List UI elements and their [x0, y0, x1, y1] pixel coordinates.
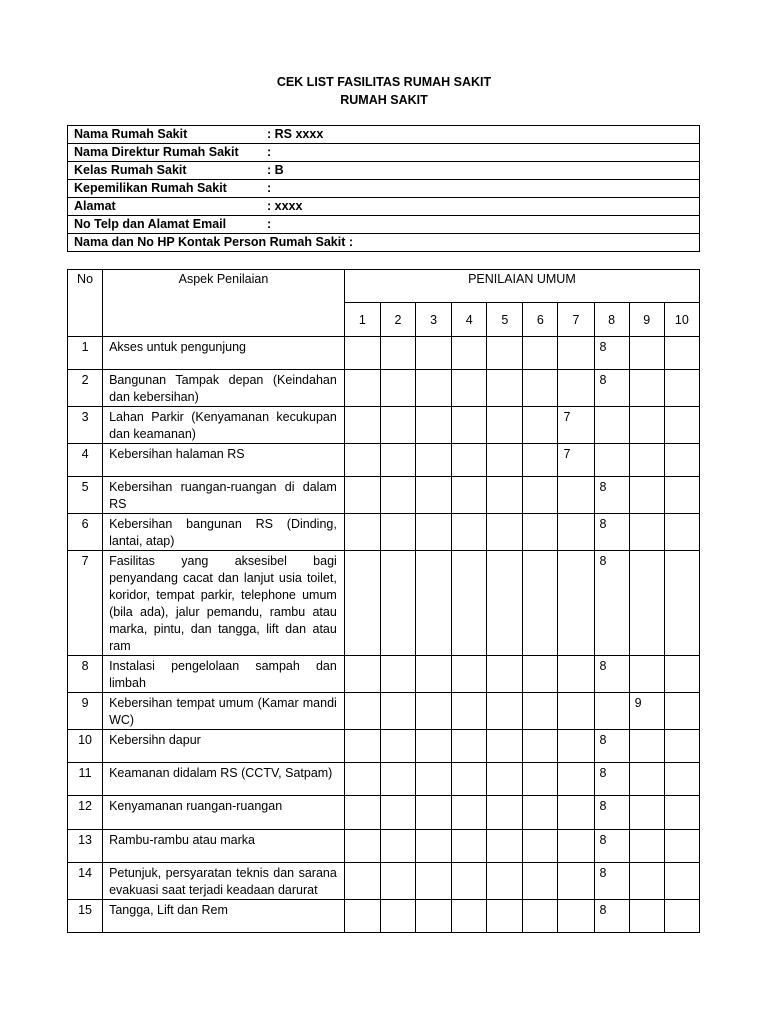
score-cell	[629, 514, 664, 551]
score-cell	[452, 796, 487, 830]
score-cell	[416, 551, 452, 656]
info-row	[68, 216, 700, 234]
score-cell	[664, 514, 699, 551]
score-column-header: 10	[664, 303, 699, 337]
score-cell	[664, 863, 699, 900]
aspect-text: Tangga, Lift dan Rem	[103, 900, 345, 933]
score-cell	[344, 514, 380, 551]
score-cell	[487, 444, 523, 477]
score-cell	[416, 514, 452, 551]
score-cell	[629, 730, 664, 763]
column-header-penilaian: PENILAIAN UMUM	[344, 270, 699, 303]
column-header-aspek: Aspek Penilaian	[103, 270, 345, 337]
score-cell	[344, 796, 380, 830]
document-subtitle: RUMAH SAKIT	[340, 93, 428, 107]
score-column-header: 4	[452, 303, 487, 337]
score-cell	[416, 796, 452, 830]
score-cell	[344, 830, 380, 863]
score-cell	[452, 444, 487, 477]
score-cell	[487, 830, 523, 863]
score-column-header: 3	[416, 303, 452, 337]
score-cell	[558, 730, 594, 763]
score-cell	[487, 730, 523, 763]
score-cell	[629, 370, 664, 407]
row-number: 8	[68, 656, 103, 693]
table-row	[68, 763, 700, 796]
info-value: :	[267, 145, 272, 159]
aspect-text: Kebersihan bangunan RS (Dinding, lantai, atap)	[103, 514, 345, 551]
score-cell	[523, 551, 558, 656]
score-cell	[380, 693, 415, 730]
score-value: 8	[594, 830, 629, 863]
score-cell	[452, 656, 487, 693]
info-row	[68, 234, 700, 252]
info-value: :	[345, 235, 354, 249]
aspect-text: Bangunan Tampak depan (Keindahan dan kebersihan)	[103, 370, 345, 407]
score-cell	[594, 407, 629, 444]
table-row	[68, 656, 700, 693]
score-cell	[487, 551, 523, 656]
score-column-header: 2	[380, 303, 415, 337]
table-row	[68, 407, 700, 444]
score-cell	[664, 370, 699, 407]
score-cell	[452, 477, 487, 514]
score-cell	[380, 763, 415, 796]
score-cell	[523, 370, 558, 407]
aspect-text: Kebersihn dapur	[103, 730, 345, 763]
score-cell	[416, 407, 452, 444]
info-label: Kepemilikan Rumah Sakit	[74, 181, 227, 195]
row-number: 9	[68, 693, 103, 730]
table-row	[68, 514, 700, 551]
table-row	[68, 370, 700, 407]
score-column-header: 7	[558, 303, 594, 337]
score-cell	[416, 900, 452, 933]
score-value: 9	[629, 693, 664, 730]
table-row	[68, 900, 700, 933]
table-row	[68, 444, 700, 477]
row-number: 12	[68, 796, 103, 830]
score-cell	[344, 900, 380, 933]
score-cell	[523, 656, 558, 693]
document-title: CEK LIST FASILITAS RUMAH SAKIT	[276, 75, 492, 89]
score-cell	[380, 370, 415, 407]
score-cell	[523, 763, 558, 796]
aspect-text: Kebersihan tempat umum (Kamar mandi WC)	[103, 693, 345, 730]
score-cell	[416, 763, 452, 796]
score-value: 8	[594, 763, 629, 796]
score-cell	[487, 863, 523, 900]
hospital-info-table	[67, 125, 700, 252]
score-cell	[558, 830, 594, 863]
score-cell	[344, 730, 380, 763]
score-value: 8	[594, 863, 629, 900]
score-cell	[629, 763, 664, 796]
score-cell	[380, 863, 415, 900]
row-number: 10	[68, 730, 103, 763]
info-value: : xxxx	[267, 199, 303, 213]
score-cell	[664, 763, 699, 796]
score-column-header: 9	[629, 303, 664, 337]
score-cell	[344, 656, 380, 693]
score-cell	[344, 693, 380, 730]
score-cell	[416, 656, 452, 693]
score-cell	[664, 551, 699, 656]
score-cell	[664, 407, 699, 444]
table-row	[68, 830, 700, 863]
score-cell	[416, 863, 452, 900]
score-cell	[452, 514, 487, 551]
score-cell	[629, 900, 664, 933]
score-cell	[452, 763, 487, 796]
score-cell	[664, 796, 699, 830]
aspect-text: Petunjuk, persyaratan teknis dan sarana evakuasi saat terjadi keadaan darurat	[103, 863, 345, 900]
score-cell	[523, 407, 558, 444]
score-cell	[664, 830, 699, 863]
info-label: No Telp dan Alamat Email	[74, 217, 227, 231]
score-cell	[523, 900, 558, 933]
score-cell	[487, 796, 523, 830]
score-cell	[416, 730, 452, 763]
score-cell	[380, 444, 415, 477]
score-cell	[629, 477, 664, 514]
score-cell	[380, 656, 415, 693]
score-cell	[344, 477, 380, 514]
aspect-text: Kebersihan halaman RS	[103, 444, 345, 477]
score-cell	[558, 763, 594, 796]
score-cell	[558, 656, 594, 693]
aspect-text: Kenyamanan ruangan-ruangan	[103, 796, 345, 830]
aspect-text: Kebersihan ruangan-ruangan di dalam RS	[103, 477, 345, 514]
info-label: Nama Direktur Rumah Sakit	[74, 145, 239, 159]
score-cell	[452, 693, 487, 730]
score-cell	[416, 693, 452, 730]
info-value: : B	[267, 163, 284, 177]
score-cell	[452, 551, 487, 656]
score-cell	[523, 337, 558, 370]
row-number: 14	[68, 863, 103, 900]
score-cell	[558, 863, 594, 900]
score-cell	[523, 514, 558, 551]
score-value: 8	[594, 477, 629, 514]
score-cell	[558, 796, 594, 830]
score-column-header: 8	[594, 303, 629, 337]
score-cell	[664, 656, 699, 693]
score-cell	[344, 407, 380, 444]
score-cell	[487, 407, 523, 444]
score-cell	[380, 514, 415, 551]
aspect-text: Akses untuk pengunjung	[103, 337, 345, 370]
score-cell	[558, 551, 594, 656]
score-cell	[664, 444, 699, 477]
score-cell	[523, 444, 558, 477]
score-cell	[380, 337, 415, 370]
table-row	[68, 863, 700, 900]
score-cell	[487, 656, 523, 693]
info-label: Alamat	[74, 199, 116, 213]
info-row	[68, 198, 700, 216]
score-cell	[344, 370, 380, 407]
score-cell	[523, 796, 558, 830]
score-cell	[629, 656, 664, 693]
info-row	[68, 126, 700, 144]
score-cell	[664, 337, 699, 370]
score-cell	[380, 730, 415, 763]
score-cell	[558, 337, 594, 370]
aspect-text: Instalasi pengelolaan sampah dan limbah	[103, 656, 345, 693]
score-cell	[664, 477, 699, 514]
score-cell	[629, 551, 664, 656]
info-label: Nama dan No HP Kontak Person Rumah Sakit	[74, 235, 346, 249]
table-row	[68, 796, 700, 830]
score-cell	[523, 693, 558, 730]
row-number: 2	[68, 370, 103, 407]
score-column-header: 1	[344, 303, 380, 337]
aspect-text: Keamanan didalam RS (CCTV, Satpam)	[103, 763, 345, 796]
score-cell	[452, 863, 487, 900]
score-value: 7	[558, 407, 594, 444]
score-cell	[664, 730, 699, 763]
score-cell	[416, 830, 452, 863]
info-label: Nama Rumah Sakit	[74, 127, 188, 141]
score-cell	[487, 514, 523, 551]
score-cell	[523, 477, 558, 514]
table-row	[68, 477, 700, 514]
score-cell	[487, 763, 523, 796]
info-row	[68, 162, 700, 180]
score-cell	[523, 730, 558, 763]
aspect-text: Fasilitas yang aksesibel bagi penyandang cacat dan lanjut usia toilet, koridor, tempat parkir, telephone umum (bila ada), jalur pemandu, rambu atau marka, pintu, dan tangga, lift dan atau ram	[103, 551, 345, 656]
row-number: 13	[68, 830, 103, 863]
score-cell	[594, 693, 629, 730]
score-cell	[380, 796, 415, 830]
score-cell	[380, 407, 415, 444]
table-row	[68, 693, 700, 730]
score-cell	[558, 370, 594, 407]
score-value: 8	[594, 730, 629, 763]
score-cell	[629, 407, 664, 444]
score-value: 8	[594, 656, 629, 693]
score-cell	[416, 370, 452, 407]
score-cell	[629, 444, 664, 477]
score-cell	[380, 900, 415, 933]
score-cell	[629, 796, 664, 830]
score-cell	[452, 370, 487, 407]
score-cell	[523, 863, 558, 900]
score-cell	[487, 900, 523, 933]
score-cell	[487, 337, 523, 370]
score-cell	[487, 477, 523, 514]
aspect-text: Rambu-rambu atau marka	[103, 830, 345, 863]
score-value: 8	[594, 337, 629, 370]
score-cell	[380, 830, 415, 863]
table-row	[68, 337, 700, 370]
score-cell	[380, 551, 415, 656]
info-row	[68, 180, 700, 198]
aspect-text: Lahan Parkir (Kenyamanan kecukupan dan keamanan)	[103, 407, 345, 444]
row-number: 11	[68, 763, 103, 796]
row-number: 1	[68, 337, 103, 370]
score-cell	[380, 477, 415, 514]
score-cell	[558, 514, 594, 551]
score-cell	[558, 477, 594, 514]
info-value: :	[267, 217, 272, 231]
row-number: 5	[68, 477, 103, 514]
table-row	[68, 551, 700, 656]
score-value: 8	[594, 514, 629, 551]
score-cell	[344, 763, 380, 796]
score-cell	[664, 693, 699, 730]
info-row	[68, 144, 700, 162]
score-cell	[452, 337, 487, 370]
info-label: Kelas Rumah Sakit	[74, 163, 187, 177]
row-number: 4	[68, 444, 103, 477]
score-cell	[344, 444, 380, 477]
score-cell	[344, 863, 380, 900]
score-value: 7	[558, 444, 594, 477]
score-cell	[344, 551, 380, 656]
score-value: 8	[594, 551, 629, 656]
table-row	[68, 730, 700, 763]
score-cell	[452, 830, 487, 863]
score-column-header: 5	[487, 303, 523, 337]
row-number: 7	[68, 551, 103, 656]
score-cell	[629, 863, 664, 900]
score-cell	[558, 693, 594, 730]
score-cell	[452, 900, 487, 933]
score-cell	[523, 830, 558, 863]
row-number: 6	[68, 514, 103, 551]
info-value: :	[267, 181, 272, 195]
score-cell	[452, 407, 487, 444]
score-value: 8	[594, 900, 629, 933]
score-cell	[594, 444, 629, 477]
score-cell	[487, 370, 523, 407]
info-value: : RS xxxx	[267, 127, 324, 141]
assessment-table	[67, 269, 700, 933]
row-number: 15	[68, 900, 103, 933]
score-cell	[416, 337, 452, 370]
score-cell	[558, 900, 594, 933]
score-cell	[664, 900, 699, 933]
score-cell	[629, 337, 664, 370]
score-cell	[416, 444, 452, 477]
score-column-header: 6	[523, 303, 558, 337]
column-header-no: No	[68, 270, 103, 337]
score-cell	[629, 830, 664, 863]
score-value: 8	[594, 370, 629, 407]
score-cell	[452, 730, 487, 763]
score-cell	[487, 693, 523, 730]
score-cell	[416, 477, 452, 514]
row-number: 3	[68, 407, 103, 444]
score-cell	[344, 337, 380, 370]
score-value: 8	[594, 796, 629, 830]
